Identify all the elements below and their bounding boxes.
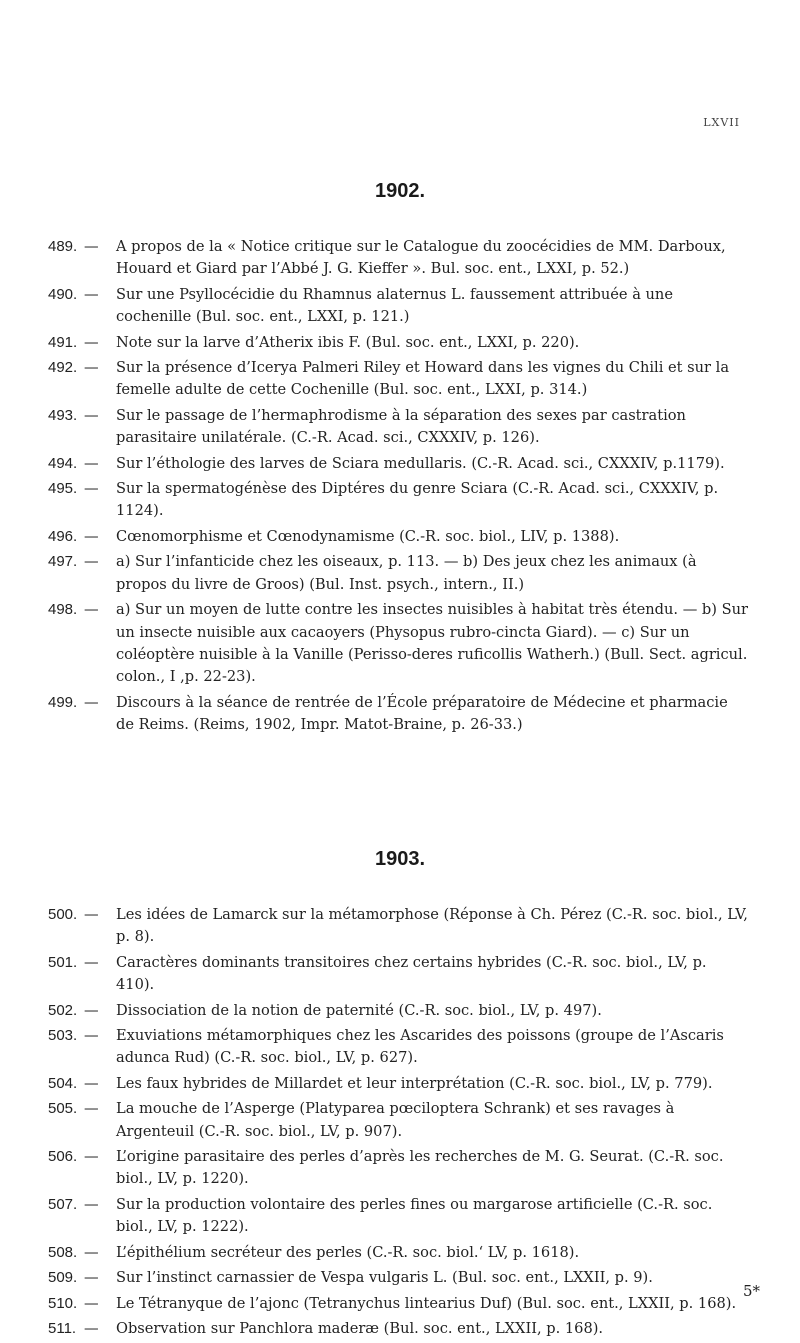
entry-number: 504. [48,1074,78,1092]
entry-number: 505. [48,1100,78,1118]
entry-497 [48,551,748,596]
entry-number: 489. [48,238,78,255]
entry-490 [48,284,748,329]
entry-text: L’origine parasitaire des perles d’après les recherches de M. G. Seurat. (C.-R. soc. biol., LV, p. 1220). [116,1148,724,1188]
entry-dash: — [84,1148,99,1166]
entry-text: Caractères dominants transitoires chez certains hybrides (C.-R. soc. biol., LV, p. 410). [116,953,707,994]
year-heading-1902: 1902. [374,180,426,202]
entry-number: 506. [48,1148,78,1166]
entry-dash: — [84,480,99,498]
entry-dash: — [84,333,99,351]
entry-dash: — [84,1319,99,1337]
entry-number: 502. [48,1001,78,1019]
entry-number: 503. [48,1027,78,1045]
entry-text: Cœnomorphisme et Cœnodynamisme (C.-R. soc. biol., LIV, p. 1388). [116,527,620,545]
entry-number: 491. [48,333,78,351]
entry-dash: — [84,1195,99,1213]
entry-498 [48,599,748,689]
entry-493 [48,405,748,450]
entry-505 [48,1098,748,1143]
entry-dash: — [84,359,99,377]
entry-number: 501. [48,953,78,971]
entry-text: Sur la spermatogénèse des Diptéres du genre Sciara (C.-R. Acad. sci., CXXXIV, p. 1124). [116,480,719,520]
entry-500 [48,904,748,949]
entry-number: 507. [48,1195,78,1213]
entry-495 [48,478,748,523]
entry-number: 495. [48,480,78,498]
entry-dash: — [84,693,99,711]
entry-number: 493. [48,406,78,424]
entry-492 [48,357,748,402]
entry-text: a) Sur un moyen de lutte contre les insectes nuisibles à habitat très étendu. — b) Sur un insecte nuisible aux cacaoyers (Physopus rubro-cincta Giard). — c) Sur un coléoptère nuisible à la Vanille (Perisso-deres ruficollis Watherh.) (Bull. Sect. agricul. colon., I ,p. 22-23). [116,601,748,686]
entry-text: Sur l’éthologie des larves de Sciara medullaris. (C.-R. Acad. sci., CXXXIV, p.1179). [116,454,725,472]
signature-mark: 5* [742,1282,760,1300]
entry-dash: — [84,906,99,923]
entry-503 [48,1025,748,1070]
entry-489 [48,236,748,281]
entry-dash: — [84,406,99,424]
entry-511 [48,1318,748,1340]
entry-text: Sur le passage de l’hermaphrodisme à la séparation des sexes par castration parasitaire unilatérale. (C.-R. Acad. sci., CXXXIV, p. 126). [116,406,686,447]
entry-499 [48,692,748,737]
entry-text: Dissociation de la notion de paternité (C.-R. soc. biol., LV, p. 497). [116,1001,602,1019]
entry-510 [48,1293,748,1315]
entry-dash: — [84,1027,99,1045]
entry-text: Le Tétranyque de l’ajonc (Tetranychus lintearius Duf) (Bul. soc. ent., LXXII, p. 168). [116,1294,737,1312]
entry-number: 500. [48,906,78,923]
entry-dash: — [84,1243,99,1261]
entry-dash: — [84,454,99,472]
entry-number: 509. [48,1269,78,1287]
page-number: LXVII [703,116,740,129]
entry-491 [48,332,748,354]
entry-text: Exuviations métamorphiques chez les Ascarides des poissons (groupe de l’Ascaris adunca Rud) (C.-R. soc. biol., LV, p. 627). [116,1027,724,1067]
entry-dash: — [84,1100,99,1118]
entry-text: A propos de la « Notice critique sur le Catalogue du zoocécidies de MM. Darboux, Houard et Giard par l’Abbé J. G. Kieffer ». Bul. soc. ent., LXXI, p. 52.) [116,238,726,278]
entry-number: 510. [48,1294,78,1312]
entry-text: L’épithélium secréteur des perles (C.-R. soc. biol.‘ LV, p. 1618). [116,1243,580,1261]
entry-501 [48,952,748,997]
entry-text: Sur une Psyllocécidie du Rhamnus alaternus L. faussement attribuée à une cochenille (Bul. soc. ent., LXXI, p. 121.) [116,285,673,326]
entry-504 [48,1073,748,1095]
entry-dash: — [84,953,99,971]
entry-507 [48,1194,748,1239]
entry-dash: — [84,1074,99,1092]
entry-508 [48,1242,748,1264]
entry-number: 490. [48,285,78,303]
entry-dash: — [84,527,99,545]
entry-dash: — [84,601,99,619]
entry-number: 508. [48,1243,78,1261]
entry-text: Observation sur Panchlora maderæ (Bul. soc. ent., LXXII, p. 168). [116,1319,604,1337]
entry-text: Sur l’instinct carnassier de Vespa vulgaris L. (Bul. soc. ent., LXXII, p. 9). [116,1269,653,1287]
entry-text: Sur la production volontaire des perles fines ou margarose artificielle (C.-R. soc. biol., LV, p. 1222). [116,1195,713,1236]
entry-494 [48,453,748,475]
entry-502 [48,1000,748,1022]
entry-number: 496. [48,527,78,545]
entry-number: 492. [48,359,78,377]
entry-text: La mouche de l’Asperge (Platyparea pœciloptera Schrank) et ses ravages à Argenteuil (C.-R. soc. biol., LV, p. 907). [116,1100,675,1140]
entry-dash: — [84,1269,99,1287]
entry-number: 499. [48,693,78,711]
entry-text: Discours à la séance de rentrée de l’École préparatoire de Médecine et pharmacie de Reims. (Reims, 1902, Impr. Matot-Braine, p. 26-33.) [116,693,728,734]
entry-number: 497. [48,553,78,571]
entry-text: Sur la présence d’Icerya Palmeri Riley et Howard dans les vignes du Chili et sur la femelle adulte de cette Cochenille (Bul. soc. ent., LXXI, p. 314.) [116,359,730,399]
entry-dash: — [84,553,99,571]
entry-dash: — [84,285,99,303]
entry-496 [48,526,748,548]
entry-number: 494. [48,454,78,472]
entry-506 [48,1146,748,1191]
entry-dash: — [84,1294,99,1312]
entry-text: Note sur la larve d’Atherix ibis F. (Bul. soc. ent., LXXI, p. 220). [116,333,580,351]
entry-text: Les faux hybrides de Millardet et leur interprétation (C.-R. soc. biol., LV, p. 779). [116,1074,713,1092]
entry-dash: — [84,238,99,255]
year-heading-1903: 1903. [374,848,426,870]
entry-number: 511. [48,1319,77,1337]
entry-509 [48,1267,748,1289]
entry-text: Les idées de Lamarck sur la métamorphose (Réponse à Ch. Pérez (C.-R. soc. biol., LV, p. 8). [116,906,748,946]
entries-1903 [48,904,748,1343]
entry-text: a) Sur l’infanticide chez les oiseaux, p. 113. — b) Des jeux chez les animaux (à propos du livre de Groos) (Bul. Inst. psych., intern., II.) [116,553,697,593]
entry-dash: — [84,1001,99,1019]
entries-1902 [48,236,748,740]
entry-number: 498. [48,601,78,619]
